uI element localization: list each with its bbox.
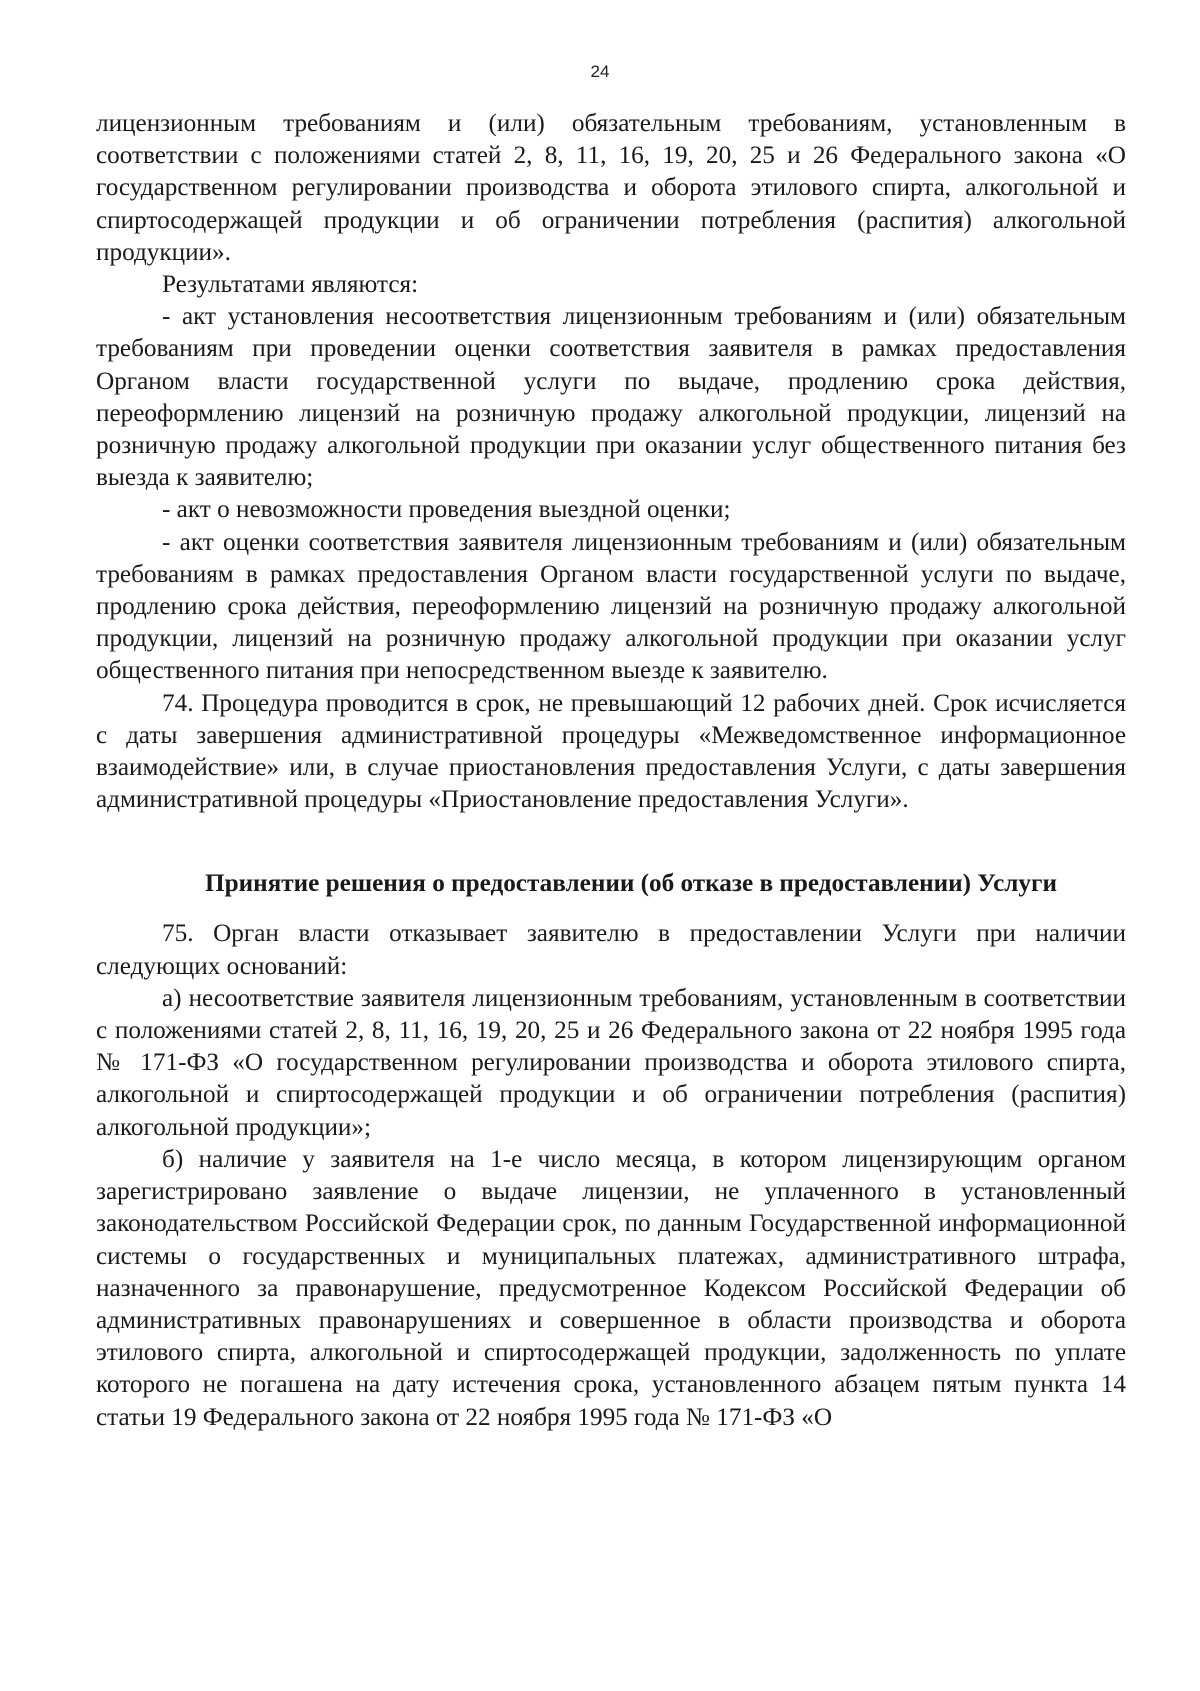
- paragraph-results-intro: Результатами являются:: [162, 271, 419, 299]
- section-heading: Принятие решения о предоставлении (об отказе в предоставлении) Услуги: [205, 870, 1057, 898]
- paragraph-74: 74. Процедура проводится в срок, не превышающий 12 рабочих дней. Срок исчисляется с даты завершения административной процедуры «Межведомственное информационное взаимодействие» или, в случае приостановления предоставления Услуги, с даты завершения административной процедуры «Приостановление предоставления Услуги».: [96, 689, 1126, 814]
- list-item-act-nonconformity: - акт установления несоответствия лицензионным требованиям и (или) обязательным требованиям при проведении оценки соответствия заявителя в рамках предоставления Органом власти государственной услуги по выдаче, продлению срока действия, переоформлению лицензий на розничную продажу алкогольной продукции, лицензий на розничную продажу алкогольной продукции при оказании услуг общественного питания без выезда к заявителю;: [96, 303, 1126, 492]
- page-number: 24: [590, 62, 610, 81]
- paragraph-continuation: лицензионным требованиям и (или) обязательным требованиям, установленным в соответствии с положениями статей 2, 8, 11, 16, 19, 20, 25 и 26 Федерального закона «О государственном регулировании производства и оборота этилового спирта, алкогольной и спиртосодержащей продукции и об ограничении потребления (распития) алкогольной продукции».: [96, 110, 1126, 266]
- list-item-act-assessment: - акт оценки соответствия заявителя лицензионным требованиям и (или) обязательным требованиям в рамках предоставления Органом власти государственной услуги по выдаче, продлению срока действия, переоформлению лицензий на розничную продажу алкогольной продукции, лицензий на розничную продажу алкогольной продукции при оказании услуг общественного питания при непосредственном выезде к заявителю.: [96, 528, 1126, 685]
- document-body: [96, 108, 1126, 1434]
- list-item-a: а) несоответствие заявителя лицензионным требованиям, установленным в соответствии с положениями статей 2, 8, 11, 16, 19, 20, 25 и 26 Федерального закона от 22 ноября 1995 года № 171-ФЗ «О государственном регулировании производства и оборота этилового спирта, алкогольной и спиртосодержащей продукции и об ограничении потребления (распития) алкогольной продукции»;: [96, 984, 1126, 1141]
- list-item-act-impossibility: - акт о невозможности проведения выездной оценки;: [162, 496, 731, 524]
- paragraph-75: 75. Орган власти отказывает заявителю в предоставлении Услуги при наличии следующих оснований:: [96, 920, 1126, 980]
- list-item-b: б) наличие у заявителя на 1-е число месяца, в котором лицензирующим органом зарегистрировано заявление о выдаче лицензии, не уплаченного в установленный законодательством Российской Федерации срок, по данным Государственной информационной системы о государственных и муниципальных платежах, административного штрафа, назначенного за правонарушение, предусмотренное Кодексом Российской Федерации об административных правонарушениях и совершенное в области производства и оборота этилового спирта, алкогольной и спиртосодержащей продукции, задолженность по уплате которого не погашена на дату истечения срока, установленного абзацем пятым пункта 14 статьи 19 Федерального закона от 22 ноября 1995 года № 171-ФЗ «О: [96, 1145, 1126, 1431]
